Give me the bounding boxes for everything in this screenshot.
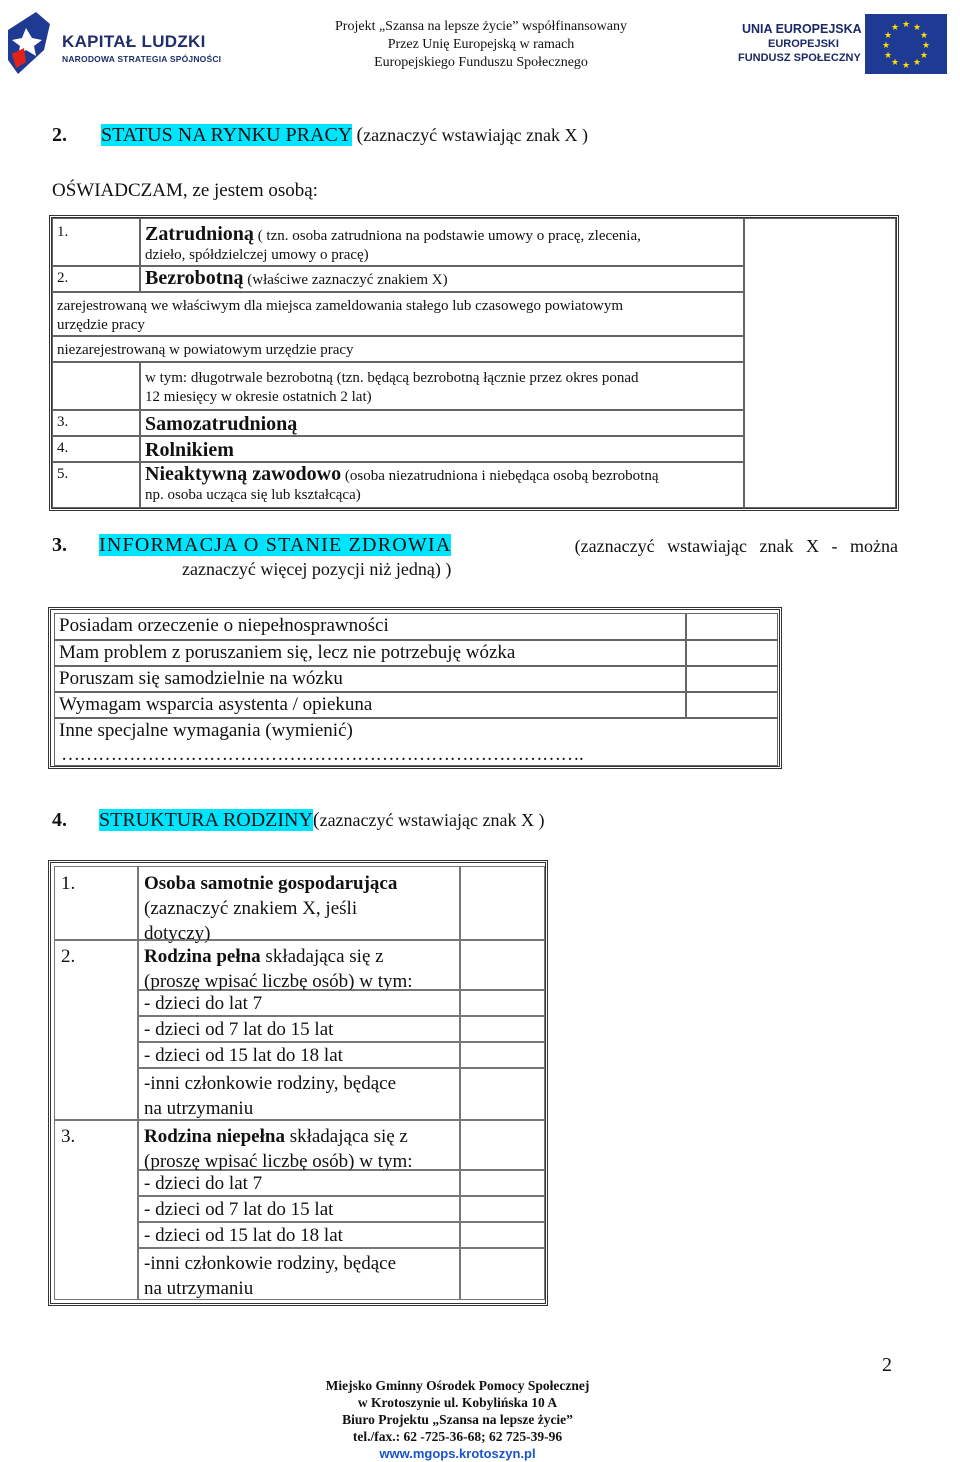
inactive-desc-a: (osoba niezatrudniona i niebędąca osobą bezrobotną [341,468,659,484]
inactive-label: Nieaktywną zawodowo [145,463,342,485]
sp-other-input[interactable] [460,1248,545,1300]
other-requirements-label: Inne specjalne wymagania (wymienić) [59,720,353,741]
section-4-paren: ( [312,809,320,831]
health-info-table [48,607,782,769]
footer [280,1377,635,1462]
svg-text:★: ★ [919,51,929,61]
full-family-count-input[interactable] [460,940,545,990]
health-check-assistant[interactable] [686,692,778,718]
eu-logo [716,0,956,90]
sp-kids-7-15-input[interactable] [460,1196,545,1222]
section-4-heading [52,809,544,832]
svg-text:★: ★ [919,31,929,41]
section-2-paren: ( [356,124,364,146]
svg-text:★: ★ [883,31,893,41]
family-row-3-number: 3. [54,1120,138,1300]
longterm-text-a: w tym: długotrwale bezrobotną (tzn. będącą bezrobotną łącznie przez okres ponad [145,370,639,386]
kapital-ludzki-title: KAPITAŁ LUDZKI [62,32,206,51]
single-household-desc-b: dotyczy) [144,923,211,944]
single-household-desc-a: (zaznaczyć znakiem X, jeśli [144,898,358,919]
eu-fund-line-1: EUROPEJSKI [768,38,839,50]
section-3-instruction-b: zaznaczyć więcej pozycji niż jedną) ) [182,559,452,579]
row-longterm [140,362,744,410]
svg-text:★: ★ [921,41,931,51]
registered-text-b: urzędzie pracy [57,317,145,333]
health-row-mobility: Mam problem z poruszaniem się, lecz nie potrzebuję wózka [54,640,686,666]
row-1-employed [140,218,744,266]
full-family-sub: (proszę wpisać liczbę osób) w tym: [144,971,413,992]
row-registered [52,292,744,336]
full-other-a: -inni członkowie rodziny, będące [144,1073,397,1094]
row-2-number: 2. [52,266,140,292]
sp-kids-15-18: - dzieci od 15 lat do 18 lat [138,1222,460,1248]
svg-text:★: ★ [901,20,911,30]
family-row-2-number: 2. [54,940,138,1120]
single-parent-sub: (proszę wpisać liczbę osób) w tym: [144,1151,413,1172]
full-kids-7: - dzieci do lat 7 [138,990,460,1016]
section-4-instruction: zaznaczyć wstawiając znak X ) [319,810,545,830]
section-3-title: INFORMACJA O STANIE ZDROWIA [99,534,452,556]
single-household-label: Osoba samotnie gospodarująca [144,873,398,894]
footer-line-3: Biuro Projektu „Szansa na lepsze życie” [342,1412,573,1427]
full-kids-15-18: - dzieci od 15 lat do 18 lat [138,1042,460,1068]
project-line-2: Przez Unię Europejską w ramach [387,37,575,52]
sp-kids-7: - dzieci do lat 7 [138,1170,460,1196]
unemployed-label: Bezrobotną [145,267,244,289]
employment-status-table [49,215,899,511]
sp-kids-7-15: - dzieci od 7 lat do 15 lat [138,1196,460,1222]
full-kids-7-input[interactable] [460,990,545,1016]
employed-desc-b: dzieło, spółdzielczej umowy o pracę) [145,247,369,263]
section-2-instruction: zaznaczyć wstawiając znak X ) [363,125,589,145]
project-line-1: Projekt „Szansa na lepsze życie” współfinansowany [335,19,627,34]
section-4-number: 4. [52,809,67,831]
family-row-1-number: 1. [54,866,138,940]
svg-text:★: ★ [890,58,900,68]
employed-desc-a: ( tzn. osoba zatrudniona na podstawie umowy o pracę, zlecenia, [253,228,641,244]
sp-other-b: na utrzymaniu [144,1278,254,1299]
full-other-input[interactable] [460,1068,545,1120]
footer-line-2: w Krotoszynie ul. Kobylińska 10 A [357,1395,558,1410]
row-3-number: 3. [52,410,140,436]
family-row-full [138,940,460,990]
project-header [300,18,662,72]
health-row-disability: Posiadam orzeczenie o niepełnosprawności [54,613,686,640]
health-check-wheelchair[interactable] [686,666,778,692]
full-kids-7-15: - dzieci od 7 lat do 15 lat [138,1016,460,1042]
single-household-input[interactable] [460,866,545,940]
section-3-instruction-a: (zaznaczyć wstawiając znak X - można [574,536,898,556]
section-2-number: 2. [52,124,67,146]
row-5-inactive [140,462,744,508]
kapital-ludzki-logo [4,8,224,80]
employed-label: Zatrudnioną [145,223,254,245]
farmer-label: Rolnikiem [140,436,744,462]
sp-other-a: -inni członkowie rodziny, będące [144,1253,397,1274]
svg-text:★: ★ [883,51,893,61]
family-row-single [138,866,460,944]
full-other-b: na utrzymaniu [144,1098,254,1119]
status-checkbox-column[interactable] [744,218,896,508]
family-structure-table [48,860,548,1306]
footer-line-4: tel./fax.: 62 -725-36-68; 62 725-39-96 [352,1429,563,1444]
single-parent-desc: składająca się z [284,1126,408,1147]
section-2-heading [52,124,588,147]
family-row-single-parent [138,1120,460,1170]
footer-line-1: Miejsko Gminny Ośrodek Pomocy Społecznej [325,1378,590,1393]
other-requirements-field[interactable]: …………………………………………………………………………. [61,744,584,765]
section-2-title: STATUS NA RYNKU PRACY [101,124,352,146]
row-longterm-blank [52,362,140,410]
kapital-ludzki-emblem-icon [6,10,52,76]
row-4-number: 4. [52,436,140,462]
health-row-assistant: Wymagam wsparcia asystenta / opiekuna [54,692,686,718]
row-1-number: 1. [52,218,140,266]
section-3-number: 3. [52,534,67,556]
health-check-mobility[interactable] [686,640,778,666]
row-unregistered: niezarejestrowaną w powiatowym urzędzie pracy [52,336,744,362]
eu-title: UNIA EUROPEJSKA [742,22,862,36]
eu-fund-line-2: FUNDUSZ SPOŁECZNY [738,52,861,64]
full-kids-15-18-input[interactable] [460,1042,545,1068]
section-3-heading [52,534,898,557]
longterm-text-b: 12 miesięcy w okresie ostatnich 2 lat) [145,389,372,405]
section-4-title: STRUKTURA RODZINY [99,809,313,831]
project-line-3: Europejskiego Funduszu Społecznego [374,55,588,70]
self-employed-label: Samozatrudnioną [140,410,744,436]
sp-kids-15-18-input[interactable] [460,1222,545,1248]
health-row-wheelchair: Poruszam się samodzielnie na wózku [54,666,686,692]
eu-flag-icon [865,14,947,74]
health-row-other [54,718,778,766]
svg-text:★: ★ [901,61,911,71]
sp-kids-7-input[interactable] [460,1170,545,1196]
svg-text:★: ★ [881,41,891,51]
svg-text:★: ★ [890,23,900,33]
single-parent-count-input[interactable] [460,1120,545,1170]
full-family-desc: składająca się z [260,946,384,967]
full-kids-7-15-input[interactable] [460,1016,545,1042]
full-family-label: Rodzina pełna [144,946,261,967]
row-2-unemployed [140,266,744,292]
registered-text-a: zarejestrowaną we właściwym dla miejsca zameldowania stałego lub czasowego powiatowym [57,298,624,314]
full-other-members [138,1068,460,1120]
svg-text:★: ★ [912,23,922,33]
svg-text:★: ★ [912,58,922,68]
row-5-number: 5. [52,462,140,508]
page-number: 2 [882,1354,892,1376]
inactive-desc-b: np. osoba ucząca się lub kształcąca) [145,487,361,503]
unemployed-desc: (właściwe zaznaczyć znakiem X) [243,272,448,288]
sp-other-members [138,1248,460,1300]
declaration-text: OŚWIADCZAM, ze jestem osobą: [52,180,318,201]
health-check-disability[interactable] [686,613,778,640]
footer-url-link[interactable]: www.mgops.krotoszyn.pl [379,1446,536,1461]
single-parent-label: Rodzina niepełna [144,1126,285,1147]
kapital-ludzki-subtitle: NARODOWA STRATEGIA SPÓJNOŚCI [62,54,222,64]
